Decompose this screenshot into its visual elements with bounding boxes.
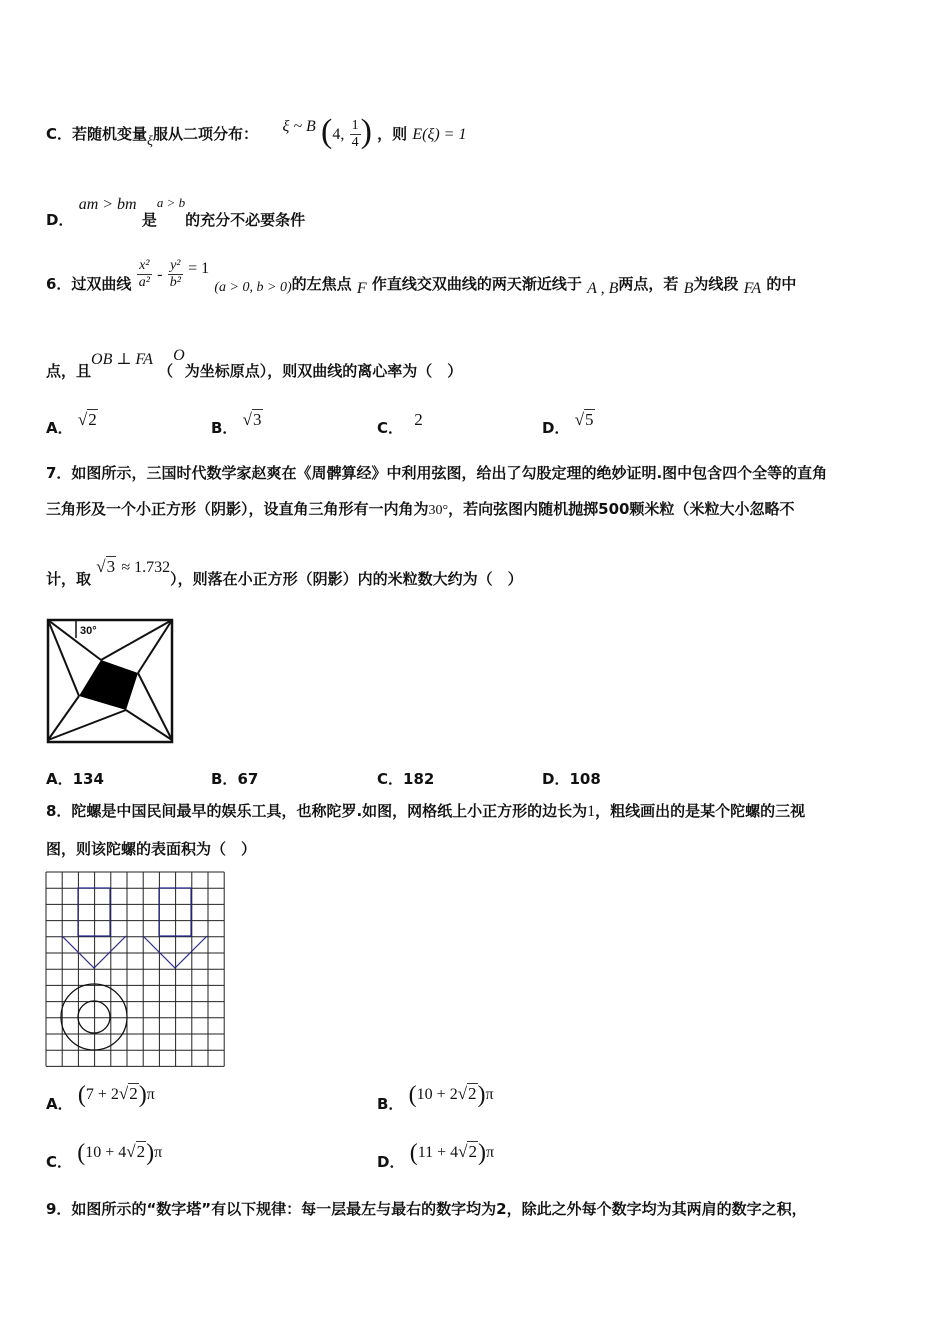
- q5-c-mid: 服从二项分布：: [153, 125, 259, 143]
- q8-line1a: 8．陀螺是中国民间最早的娱乐工具，也称陀罗.如图，网格纸上小正方形的边长为: [46, 802, 588, 820]
- q7-option-b[interactable]: [211, 768, 258, 789]
- q5-c-expect: E(ξ) = 1: [412, 126, 467, 143]
- q5-d-expr1: am > bm: [78, 196, 137, 213]
- q5-c-dist: ξ ~ B: [282, 118, 316, 135]
- q7-line3a: 计，取: [46, 570, 92, 588]
- q8-figure-front-view-rect: [78, 888, 110, 936]
- q5-c-xi: ξ: [147, 134, 154, 149]
- q6-option-a[interactable]: A． √2: [46, 410, 97, 437]
- q8-option-a-label: A．: [46, 1095, 73, 1113]
- q6-B: B: [683, 280, 694, 297]
- q7-option-c[interactable]: [377, 768, 434, 789]
- q8-line2: 图，则该陀螺的表面积为（ ）: [46, 840, 257, 858]
- q6-line2: [46, 345, 462, 382]
- q6-option-b-label: B．: [211, 419, 238, 437]
- q7-option-a[interactable]: [46, 768, 104, 789]
- q8-option-d-label: D．: [377, 1153, 405, 1171]
- q6-lead: 6．过双曲线: [46, 275, 132, 293]
- q7-line2a: 三角形及一个小正方形（阴影），设直角三角形有一内角为: [46, 500, 429, 518]
- q6-option-c-label: C．: [377, 419, 404, 437]
- q8-option-c-pi: π: [154, 1144, 163, 1161]
- q7-line3: 计，取 √3 ≈ 1.732），则落在小正方形（阴影）内的米粒数大约为（ ）: [46, 557, 523, 588]
- q8-figure-front-view-cone: [62, 936, 126, 968]
- q8-option-d-pi: π: [485, 1144, 495, 1161]
- q7-figure-shaded-square: [79, 660, 138, 710]
- q6-b2: b²: [169, 275, 181, 290]
- q6-x2: x²: [137, 258, 152, 275]
- q7-deg: 30°: [428, 503, 449, 518]
- q8-option-b-pi: π: [485, 1086, 494, 1103]
- q6-l2b: 为坐标原点），则双曲线的离心率为（ ）: [184, 362, 463, 380]
- q6-option-d-value: 5: [585, 410, 594, 429]
- q7-option-d-value: 108: [569, 770, 601, 788]
- q8-figure-three-views: [44, 870, 230, 1070]
- q5-d-is: 是: [141, 211, 157, 229]
- q6-perp: OB ⊥ FA: [91, 351, 153, 368]
- q5-option-d: [46, 192, 305, 231]
- q6-option-a-label: A．: [46, 419, 73, 437]
- q6-t3: 两点，若: [618, 275, 679, 293]
- q7-approx: ≈ 1.732: [121, 559, 171, 576]
- q8-option-a-coef: 7 + 2: [85, 1086, 119, 1103]
- q7-figure-angle-label: 30°: [80, 625, 97, 637]
- q8-figure-side-view-rect: [159, 888, 191, 936]
- q8-option-b-coef: 10 + 2: [416, 1086, 458, 1103]
- q6-option-d[interactable]: D． √5: [542, 410, 594, 437]
- q6-a2: a²: [138, 275, 150, 290]
- q8-line1b: ，粗线画出的是某个陀螺的三视: [595, 802, 806, 820]
- q8-figure-side-view-cone: [143, 936, 207, 968]
- q7-option-d[interactable]: [542, 768, 601, 789]
- q8-option-d-coef: 11 + 4: [417, 1144, 459, 1161]
- q5-d-expr2: a > b: [156, 195, 186, 210]
- q6-line1: [46, 258, 796, 300]
- q7-option-c-label: C．: [377, 770, 404, 788]
- q8-option-b-rad: 2: [468, 1084, 477, 1103]
- q8-option-c-coef: 10 + 4: [85, 1144, 127, 1161]
- q6-minus: -: [157, 266, 163, 283]
- q8-one: 1: [587, 803, 596, 820]
- q6-option-b[interactable]: B． √3: [211, 410, 262, 437]
- q5-c-then: ，则: [377, 125, 408, 143]
- q8-option-b-label: B．: [377, 1095, 404, 1113]
- q8-option-c[interactable]: C． (10 + 4√2)π: [46, 1140, 163, 1171]
- q7-option-b-value: 67: [237, 770, 259, 788]
- q6-O: O: [173, 347, 185, 364]
- q5-d-label: D．: [46, 211, 74, 229]
- q8-option-d[interactable]: D． (11 + 4√2)π: [377, 1140, 495, 1171]
- q6-t4: 为线段: [693, 275, 739, 293]
- q6-FA: FA: [743, 280, 762, 297]
- q7-line2: [46, 498, 794, 522]
- q6-y2: y²: [168, 258, 183, 275]
- q6-AB: A , B: [587, 280, 619, 297]
- q6-option-a-value: 2: [88, 410, 97, 429]
- q8-line1: [46, 800, 805, 823]
- q5-c-four: 4,: [332, 126, 345, 143]
- q6-option-c[interactable]: [377, 410, 423, 438]
- q6-l2a: 点，且: [46, 362, 92, 380]
- q8-figure-top-view-inner-circle: [78, 1001, 110, 1033]
- q6-t5: 的中: [766, 275, 797, 293]
- q5-option-c: C．若随机变量ξ服从二项分布： ξ ~ B (4, $\frac{1}{4}$ ) ，则 E(ξ) = 1: [46, 113, 467, 150]
- q8-figure-grid: [46, 872, 224, 1066]
- q6-t2: 作直线交双曲线的两天渐近线于: [371, 275, 582, 293]
- q6-cond: (a > 0, b > 0): [214, 280, 292, 295]
- q6-F: F: [356, 280, 367, 297]
- q9-line1: 9．如图所示的“数字塔”有以下规律：每一层最左与最右的数字均为2，除此之外每个数字均为其两肩的数字之积，: [46, 1200, 807, 1218]
- q7-option-b-label: B．: [211, 770, 238, 788]
- q7-option-c-value: 182: [403, 770, 435, 788]
- q7-line2b: ，若向弦图内随机抛掷500颗米粒（米粒大小忽略不: [448, 500, 795, 518]
- q5-c-label: C．若随机变量: [46, 125, 148, 143]
- q5-d-rest: 的充分不必要条件: [185, 211, 306, 229]
- q8-option-b[interactable]: B． (10 + 2√2)π: [377, 1082, 494, 1113]
- q8-option-d-rad: 2: [468, 1142, 477, 1161]
- q5-c-frac-num: 1: [351, 118, 359, 133]
- q6-option-d-label: D．: [542, 419, 570, 437]
- q6-t1: 的左焦点: [291, 275, 352, 293]
- q7-option-a-value: 134: [72, 770, 104, 788]
- q8-option-a[interactable]: A． (7 + 2√2)π: [46, 1082, 155, 1113]
- q6-option-b-value: 3: [253, 410, 262, 429]
- q7-option-a-label: A．: [46, 770, 73, 788]
- q8-option-c-rad: 2: [136, 1142, 146, 1161]
- q7-option-d-label: D．: [542, 770, 570, 788]
- q8-option-a-pi: π: [146, 1086, 155, 1103]
- q8-option-a-rad: 2: [129, 1084, 138, 1103]
- q8-option-c-label: C．: [46, 1153, 73, 1171]
- q7-sqrt3: 3: [106, 557, 116, 576]
- q7-line3b: ），则落在小正方形（阴影）内的米粒数大约为（ ）: [170, 570, 523, 588]
- q5-c-frac-den: 4: [351, 135, 359, 150]
- q6-eq1: = 1: [188, 260, 210, 277]
- q6-paren-open: （: [158, 362, 174, 380]
- q7-figure-pinwheel: [46, 618, 174, 744]
- q8-figure-top-view-outer-circle: [61, 984, 127, 1050]
- q6-option-c-value: 2: [414, 410, 423, 429]
- q7-line1: 7．如图所示，三国时代数学家赵爽在《周髀算经》中利用弦图，给出了勾股定理的绝妙证明.图中包含四个全等的直角: [46, 464, 828, 482]
